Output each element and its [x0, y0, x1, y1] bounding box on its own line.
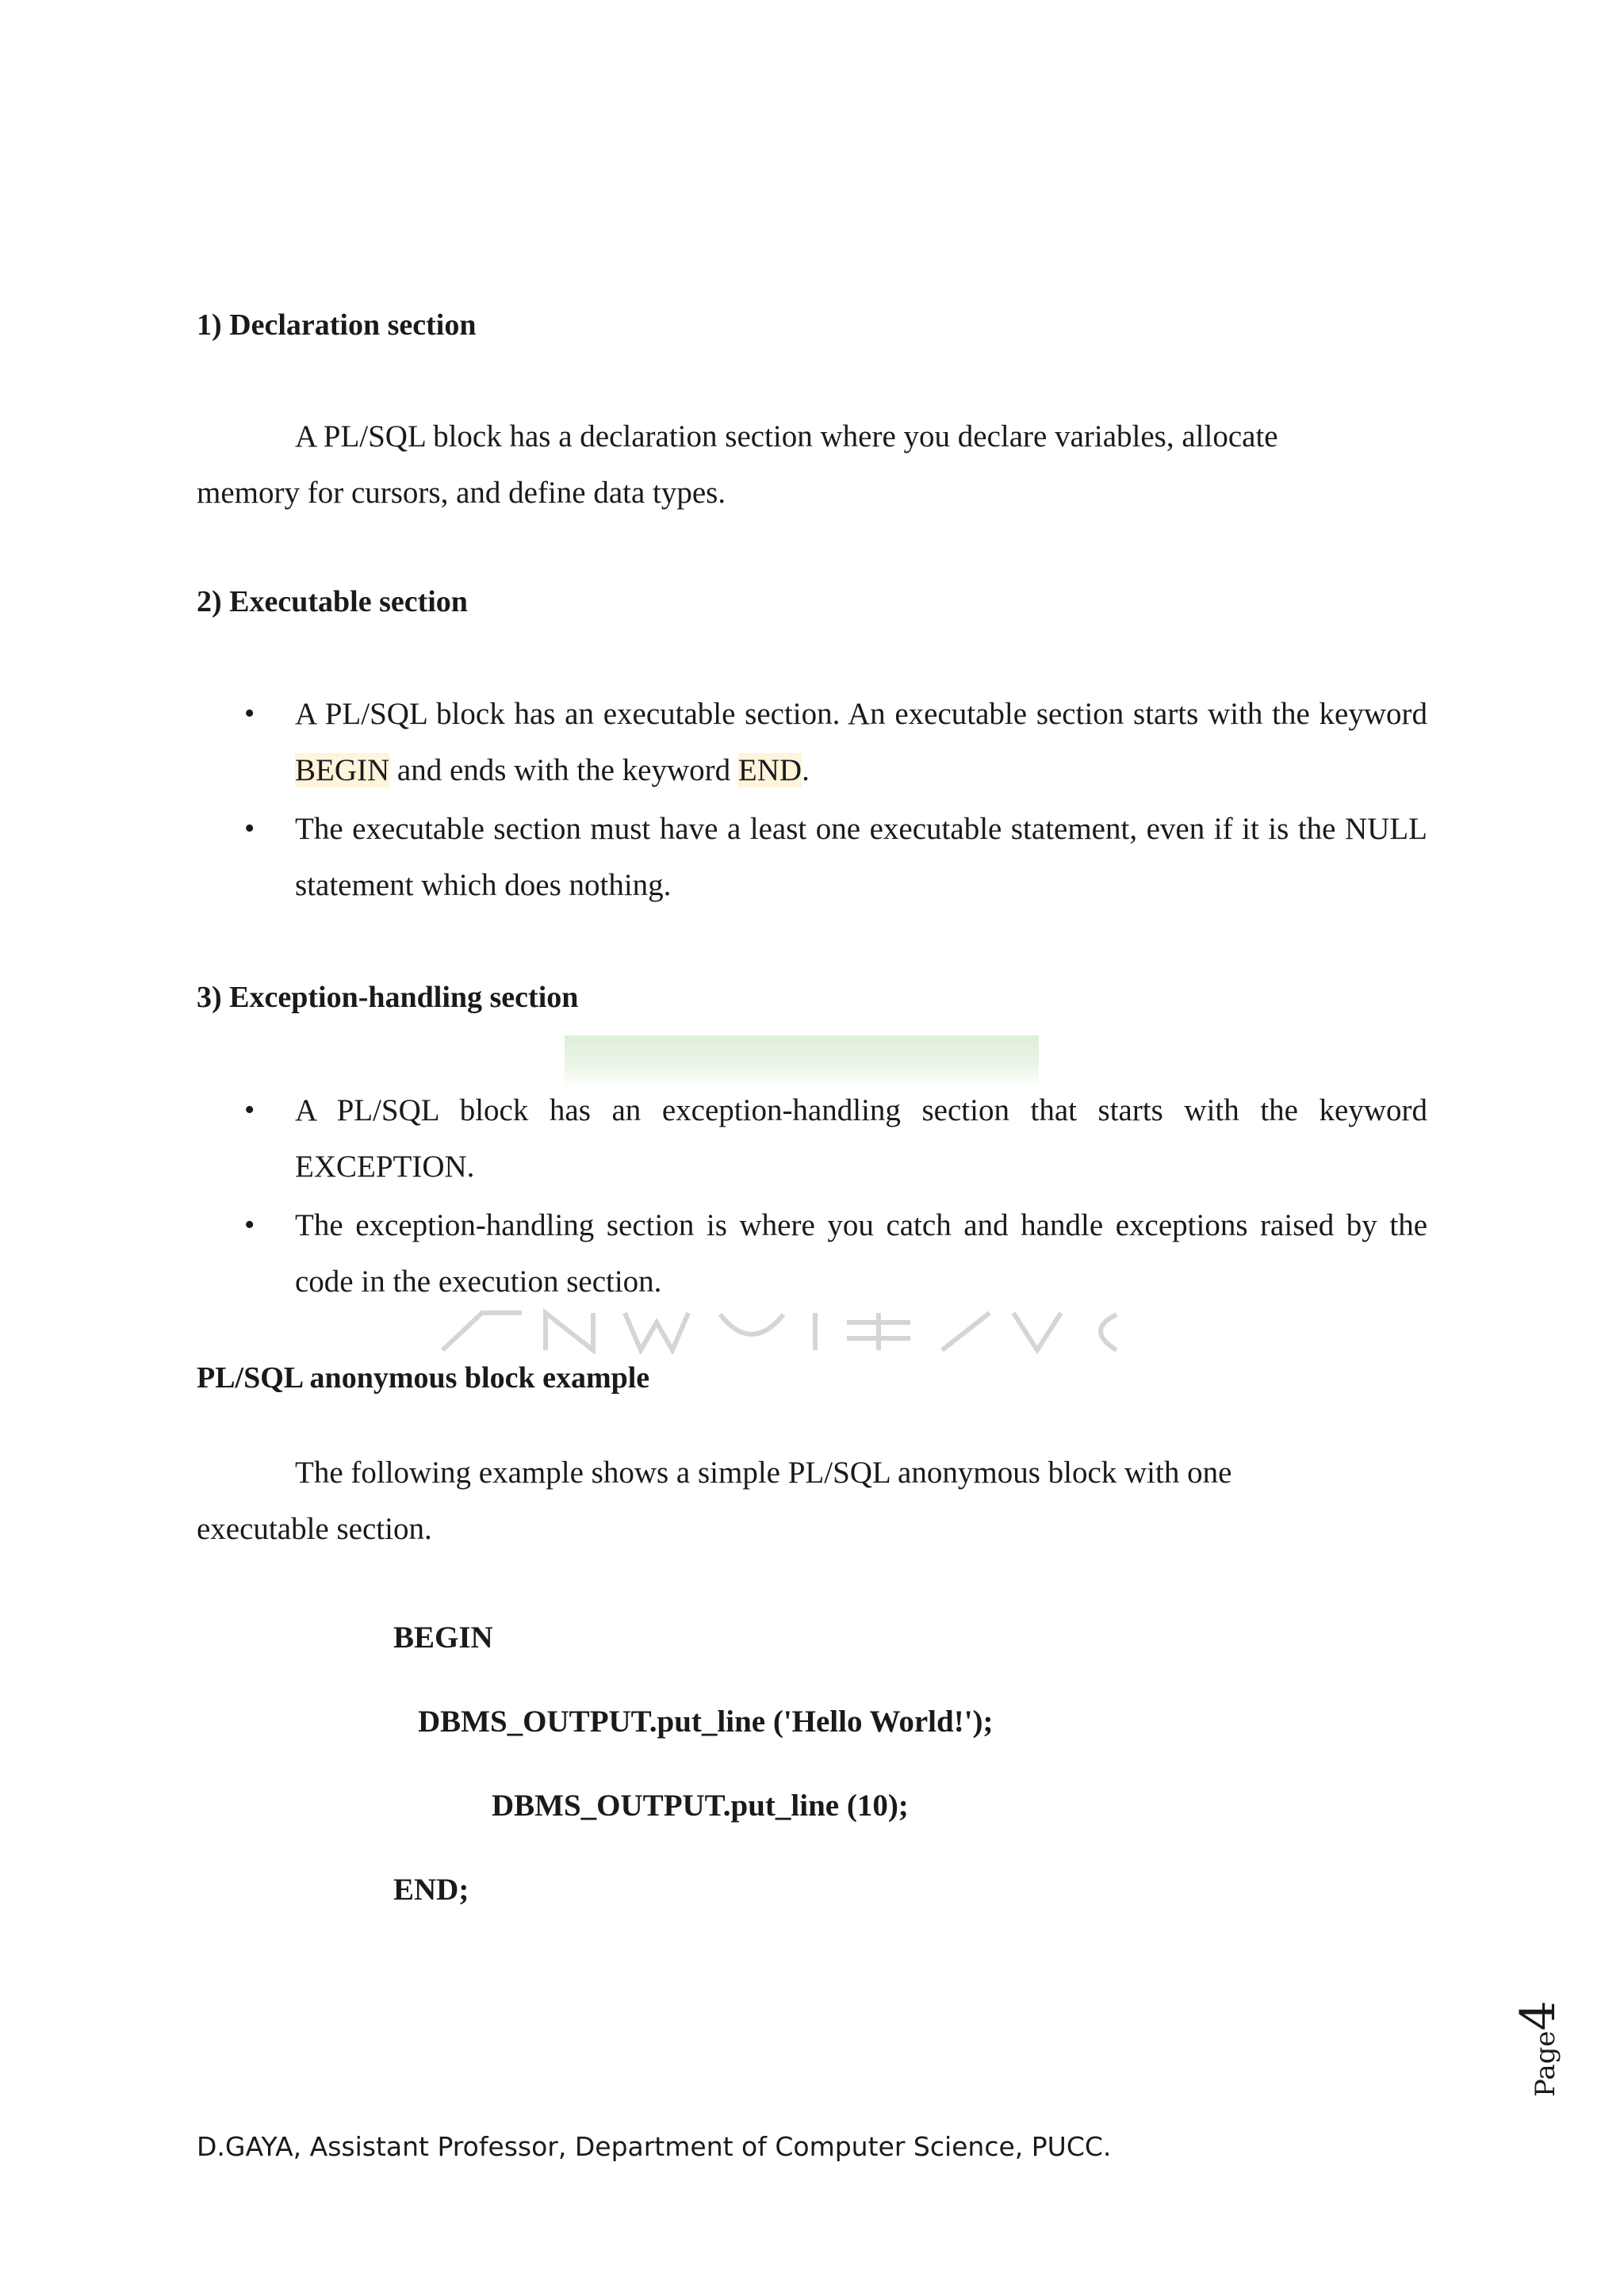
bullet-icon: • [244, 1093, 255, 1127]
heading-declaration-section: 1) Declaration section [197, 308, 477, 342]
bullet-icon: • [244, 697, 255, 730]
keyword-end: END [737, 753, 802, 787]
executable-bullet-1-part1: A PL/SQL block has an executable section. An executable section starts with the keyword [295, 697, 1427, 731]
page-number [1511, 1994, 1566, 2097]
declaration-paragraph [197, 408, 1427, 521]
executable-bullet-2-text: The executable section must have a least one executable statement, even if it is the NULL statement which does nothing. [295, 812, 1427, 902]
watermark-band [565, 1035, 1039, 1088]
example-paragraph [197, 1445, 1427, 1557]
page-footer: D.GAYA, Assistant Professor, Department of Computer Science, PUCC. [197, 2131, 1112, 2162]
executable-bullet-2 [244, 801, 1427, 913]
code-line-end: END; [393, 1873, 469, 1907]
code-line-put-line-hello: DBMS_OUTPUT.put_line ('Hello World!'); [418, 1705, 994, 1739]
heading-exception-section: 3) Exception-handling section [197, 981, 579, 1014]
bullet-icon: • [244, 812, 255, 845]
keyword-begin: BEGIN [295, 753, 390, 787]
page-label: Page [1530, 2030, 1561, 2097]
executable-bullet-1-part2: and ends with the keyword [389, 753, 738, 787]
declaration-paragraph-line2: memory for cursors, and define data types. [197, 476, 726, 510]
watermark-logo [435, 1307, 1196, 1354]
example-paragraph-line2: executable section. [197, 1512, 432, 1546]
executable-bullet-1-part3: . [802, 753, 810, 787]
exception-bullet-2-text: The exception-handling section is where you catch and handle exceptions raised by the code in the execution section. [295, 1208, 1427, 1299]
exception-bullet-2 [244, 1197, 1427, 1310]
declaration-paragraph-line1: A PL/SQL block has a declaration section where you declare variables, allocate [295, 419, 1278, 453]
executable-bullet-1 [244, 686, 1427, 798]
heading-anonymous-block-example: PL/SQL anonymous block example [197, 1361, 650, 1395]
code-line-put-line-10: DBMS_OUTPUT.put_line (10); [492, 1789, 909, 1823]
heading-executable-section: 2) Executable section [197, 585, 468, 618]
code-line-begin: BEGIN [393, 1621, 493, 1655]
page-number-value: 4 [1511, 2000, 1566, 2031]
example-paragraph-line1: The following example shows a simple PL/SQL anonymous block with one [295, 1456, 1232, 1490]
bullet-icon: • [244, 1208, 255, 1242]
page-number-rotated [1511, 2000, 1566, 2097]
exception-bullet-1-text: A PL/SQL block has an exception-handling section that starts with the keyword EXCEPTION. [295, 1093, 1427, 1184]
executable-bullet-1-text [295, 686, 1427, 798]
exception-bullet-1 [244, 1082, 1427, 1195]
